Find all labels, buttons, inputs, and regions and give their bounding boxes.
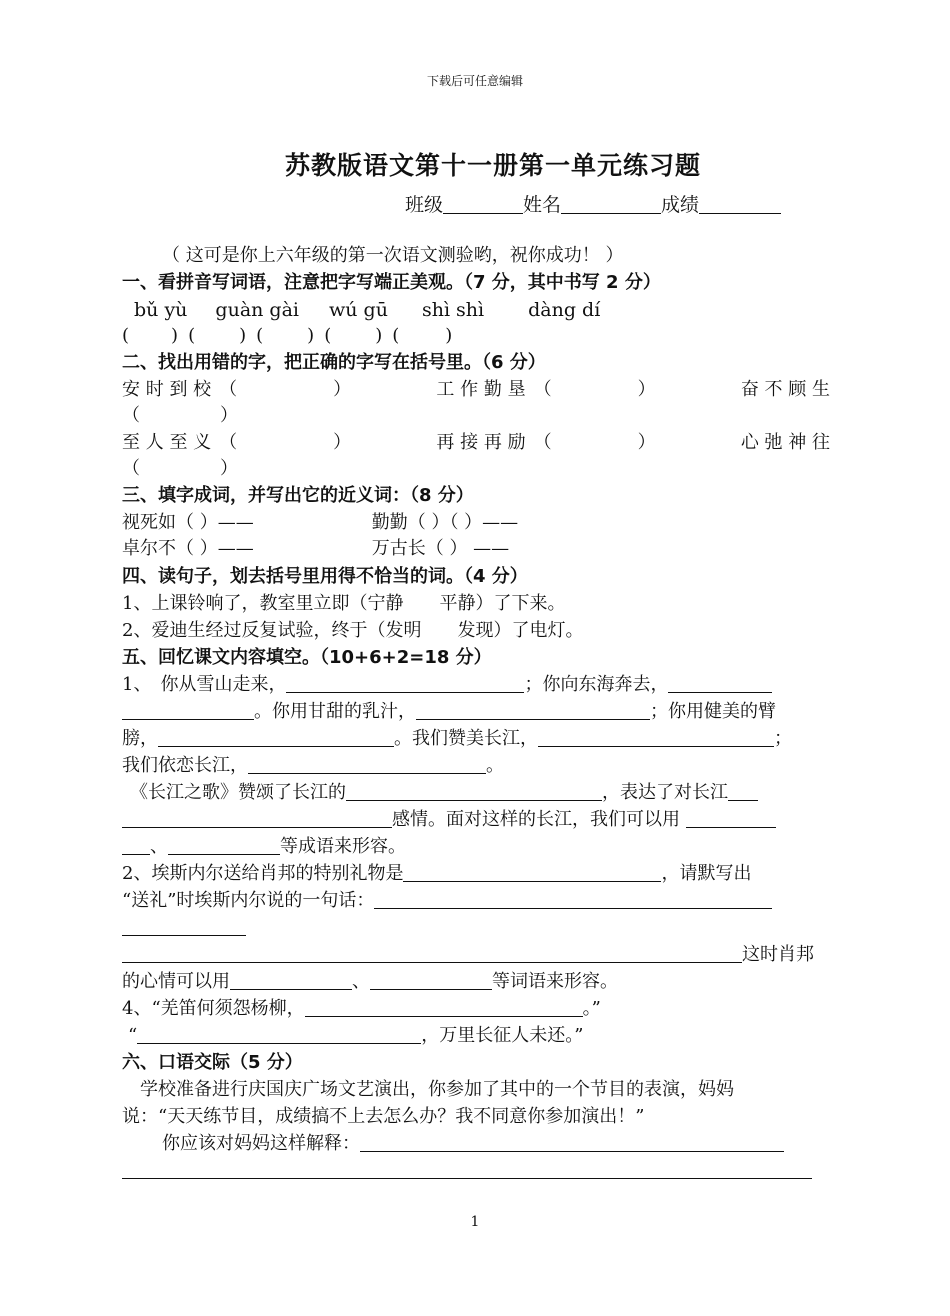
answer-blank-1[interactable] [360,1133,784,1152]
answer-blank-2[interactable] [122,1160,812,1179]
blank-1[interactable] [286,674,524,693]
blank-2b[interactable] [122,701,254,720]
blank-10[interactable] [168,836,280,855]
recall-line-10 [122,915,830,941]
typo-answer-6[interactable]: （ ） [122,458,238,479]
idiom-row-2 [122,536,830,562]
section-2-heading: 二、找出用错的字，把正确的字写在括号里。（6 分） [122,352,546,373]
idiom-row-1 [122,510,830,536]
recall-line-11: 这时肖邦 [122,942,830,968]
typo-word-5: 再 接 再 励 [436,432,526,453]
typo-word-2: 工 作 勤 垦 [436,379,526,400]
typo-answer-3[interactable]: （ ） [122,405,238,426]
blank-8b[interactable] [122,809,392,828]
class-blank[interactable] [443,195,523,214]
blank-13[interactable] [230,971,352,990]
blank-4[interactable] [158,728,394,747]
blank-2[interactable] [668,674,772,693]
recall-line-5: 《长江之歌》赞颂了长江的 ，表达了对长江 [130,780,830,806]
recall-line-2: 。你用甘甜的乳汁， ；你用健美的臂 [122,699,830,725]
blank-16[interactable] [137,1025,421,1044]
idiom-1[interactable]: 视死如（ ）—— [122,512,254,533]
speaking-scenario-1: 学校准备进行庆国庆广场文艺演出，你参加了其中的一个节目的表演，妈妈 [140,1079,734,1100]
blank-9b[interactable] [122,836,150,855]
idiom-4[interactable]: 万古长（ ） —— [371,538,510,559]
typo-word-6: 心 弛 神 往 [740,432,830,453]
blank-6[interactable] [248,755,486,774]
section-6-heading: 六、口语交际（5 分） [122,1052,303,1073]
pinyin-row [134,297,830,323]
idiom-2[interactable]: 勤勤（ ）（ ）—— [371,512,519,533]
section-4-heading: 四、读句子，划去括号里用得不恰当的词。（4 分） [122,566,528,587]
blank-14[interactable] [370,971,492,990]
answer-box-1[interactable]: ( ) [122,325,179,346]
recall-line-12: 的心情可以用 、 等词语来形容。 [122,971,618,992]
name-label: 姓名 [523,194,562,216]
blank-12c[interactable] [122,944,742,963]
typo-word-1: 安 时 到 校 [122,379,212,400]
pinyin-2: guàn gài [215,299,299,321]
speaking-scenario-2: 说：“天天练节目，成绩搞不上去怎么办？我不同意你参加演出！” [122,1106,645,1127]
blank-15[interactable] [305,998,583,1017]
page-number: 1 [470,1214,480,1230]
score-label: 成绩 [661,194,700,216]
student-info-row [405,190,781,217]
recall-line-4: 我们依恋长江， 。 [122,755,504,776]
class-label: 班级 [405,194,444,216]
page-title: 苏教版语文第十一册第一单元练习题 [284,151,701,180]
recall-line-9: “送礼”时埃斯内尔说的一句话： [122,888,830,914]
speaking-answer-line-2 [122,1158,830,1184]
sentence-2[interactable]: 2、爱迪生经过反复试验，终于（发明 发现）了电灯。 [122,620,584,641]
recall-line-7: 、 等成语来形容。 [122,834,830,860]
pinyin-5: dàng dí [528,299,601,321]
section-1-heading: 一、看拼音写词语，注意把字写端正美观。（7 分，其中书写 2 分） [122,272,661,293]
blank-7[interactable] [346,782,602,801]
section-5-heading: 五、回忆课文内容填空。（10+6+2=18 分） [122,647,492,668]
pinyin-3: wú gū [329,299,388,321]
typo-row-1: 安 时 到 校 （ ） 工 作 勤 垦 （ ） 奋 不 顾 生 [122,377,830,403]
pinyin-answer-row [122,323,830,349]
score-blank[interactable] [699,195,781,214]
recall-line-14: “ ，万里长征人未还。” [128,1025,584,1046]
recall-line-3: 膀， 。我们赞美长江， ； [122,728,792,749]
blank-12b[interactable] [122,917,246,936]
section-3-heading: 三、填字成词，并写出它的近义词：（8 分） [122,485,474,506]
answer-box-2[interactable]: ( ) [188,325,247,346]
encouragement-note: （ 这可是你上六年级的第一次语文测验哟，祝你成功！ ） [162,245,624,266]
idiom-3[interactable]: 卓尔不（ ）—— [122,538,254,559]
pinyin-4: shì shì [421,299,485,321]
pinyin-1: bǔ yù [134,299,188,321]
recall-line-13: 4、“羌笛何须怨杨柳， 。” [122,998,601,1019]
name-blank[interactable] [561,195,661,214]
blank-3[interactable] [416,701,650,720]
recall-line-6: 感情。面对这样的长江，我们可以用 [122,807,830,833]
blank-12[interactable] [374,890,772,909]
blank-11[interactable] [403,863,661,882]
typo-word-3: 奋 不 顾 生 [740,379,830,400]
typo-row-2: 至 人 至 义 （ ） 再 接 再 励 （ ） 心 弛 神 往 [122,430,830,456]
answer-box-3[interactable]: ( ) [256,325,315,346]
blank-5[interactable] [538,728,774,747]
sentence-1[interactable]: 1、上课铃响了，教室里立即（宁静 平静）了下来。 [122,593,566,614]
answer-box-4[interactable]: ( ) [324,325,383,346]
header-note: 下载后可任意编辑 [426,74,523,88]
blank-8[interactable] [728,782,758,801]
recall-line-1: 1、 你从雪山走来， ；你向东海奔去， [122,672,830,698]
answer-box-5[interactable]: ( ) [392,325,453,346]
typo-word-4: 至 人 至 义 [122,432,212,453]
recall-line-8: 2、埃斯内尔送给肖邦的特别礼物是 ，请默写出 [122,863,752,884]
speaking-answer-line: 你应该对妈妈这样解释： [162,1131,830,1157]
blank-9[interactable] [686,809,776,828]
